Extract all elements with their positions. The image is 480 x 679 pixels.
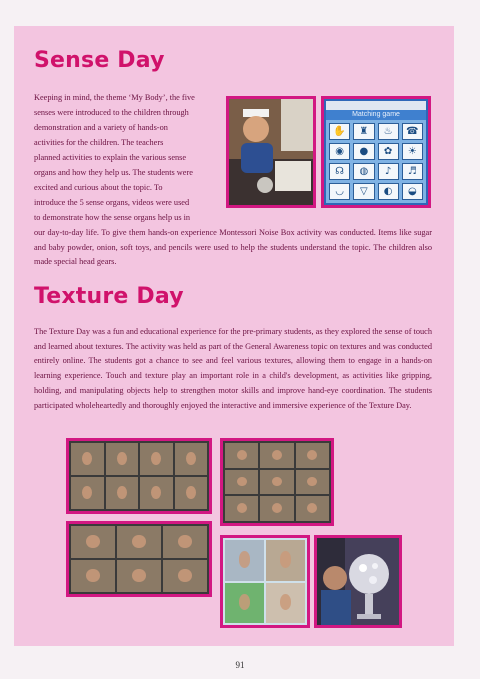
triangle-icon: ▽ [353, 183, 374, 200]
video-tile [163, 560, 207, 592]
video-tile [175, 477, 208, 509]
video-tile [266, 583, 305, 624]
video-tile [71, 443, 104, 475]
texture-day-heading: Texture Day [34, 284, 184, 309]
video-tile [163, 526, 207, 558]
matching-game-image [321, 96, 431, 208]
video-tile [117, 560, 161, 592]
matching-game-title: Matching game [326, 110, 426, 120]
mouth-icon: ◡ [329, 183, 350, 200]
video-tile [106, 477, 139, 509]
headphones-icon: ♬ [402, 163, 423, 180]
video-tile [140, 477, 173, 509]
video-tile [71, 477, 104, 509]
sense-day-line: senses were introduced to the children through [34, 108, 189, 117]
cake-icon: ♨ [378, 123, 399, 140]
bottle-icon: ♜ [353, 123, 374, 140]
video-tile [106, 443, 139, 475]
apple-icon: ● [353, 143, 374, 160]
sense-day-line: Keeping in mind, the theme ‘My Body’, the five [34, 93, 195, 102]
child-texture-ball-photo [314, 535, 402, 628]
video-tile [296, 443, 329, 468]
video-tile [266, 540, 305, 581]
sense-day-line: organs and how they help us. The students were [34, 168, 193, 177]
video-tile [260, 496, 293, 521]
video-tile [296, 470, 329, 495]
flower-icon: ✿ [378, 143, 399, 160]
matching-game-header [326, 101, 426, 110]
bulb-icon: ☀ [402, 143, 423, 160]
ear-icon: ☊ [329, 163, 350, 180]
online-class-grid-4 [220, 535, 310, 628]
video-tile [260, 443, 293, 468]
video-tile [225, 470, 258, 495]
lemon-icon: ◐ [378, 183, 399, 200]
phone-icon: ☎ [402, 123, 423, 140]
video-tile [175, 443, 208, 475]
sense-day-heading: Sense Day [34, 48, 165, 73]
hand-icon: ✋ [329, 123, 350, 140]
video-tile [71, 526, 115, 558]
texture-day-paragraph: The Texture Day was a fun and educational experience for the pre-primary students, as they explored the sense of touch and learned about textures. The activity was held as part of the General Awareness topic on textures and was conducted entirely online. The students got a chance to see and feel various textures, allowing them to engage in a hands-on learning experience. Touch and texture play an important role in a child's development, as activities like gripping, holding, and manipulating objects help to strengthen motor skills and improve hand-eye coordination. The students participated wholeheartedly and thoroughly enjoyed the interactive and immersive experience of the Texture Day. [34, 327, 432, 410]
drum-icon: ◍ [353, 163, 374, 180]
page-number: 91 [235, 660, 245, 670]
child-headgear-illustration [229, 99, 313, 205]
eye-icon: ◉ [329, 143, 350, 160]
video-tile [296, 496, 329, 521]
online-class-grid-2 [220, 438, 334, 526]
bird-icon: ♪ [378, 163, 399, 180]
video-tile [260, 470, 293, 495]
video-tile [140, 443, 173, 475]
online-class-grid-1 [66, 438, 212, 514]
video-tile [117, 526, 161, 558]
sense-day-line: introduce the 5 sense organs, videos were used [34, 198, 190, 207]
sense-day-continuation: our day-to-day life. To give them hands-on experience Montessori Noise Box activity was conducted. Items like sugar and baby powder, onion, soft toys, and pencils were used to help the students understand the topic. The children also made special head gears. [34, 228, 432, 267]
sense-day-line: excited and curious about the topic. To [34, 183, 163, 192]
sense-day-line: to demonstrate how the sense organs help us in [34, 213, 191, 222]
video-tile [225, 496, 258, 521]
sense-day-line: demonstration and a variety of hands-on [34, 123, 168, 132]
burger-icon: ◒ [402, 183, 423, 200]
video-tile [225, 443, 258, 468]
video-tile [225, 540, 264, 581]
sense-day-line: planned activities to explain the various sense [34, 153, 187, 162]
matching-game-grid [326, 120, 426, 203]
child-headgear-photo [226, 96, 316, 208]
video-tile [71, 560, 115, 592]
sense-day-line: activities for the children. The teachers [34, 138, 164, 147]
child-texture-ball-illustration [317, 538, 399, 625]
video-tile [225, 583, 264, 624]
online-class-grid-3 [66, 521, 212, 597]
